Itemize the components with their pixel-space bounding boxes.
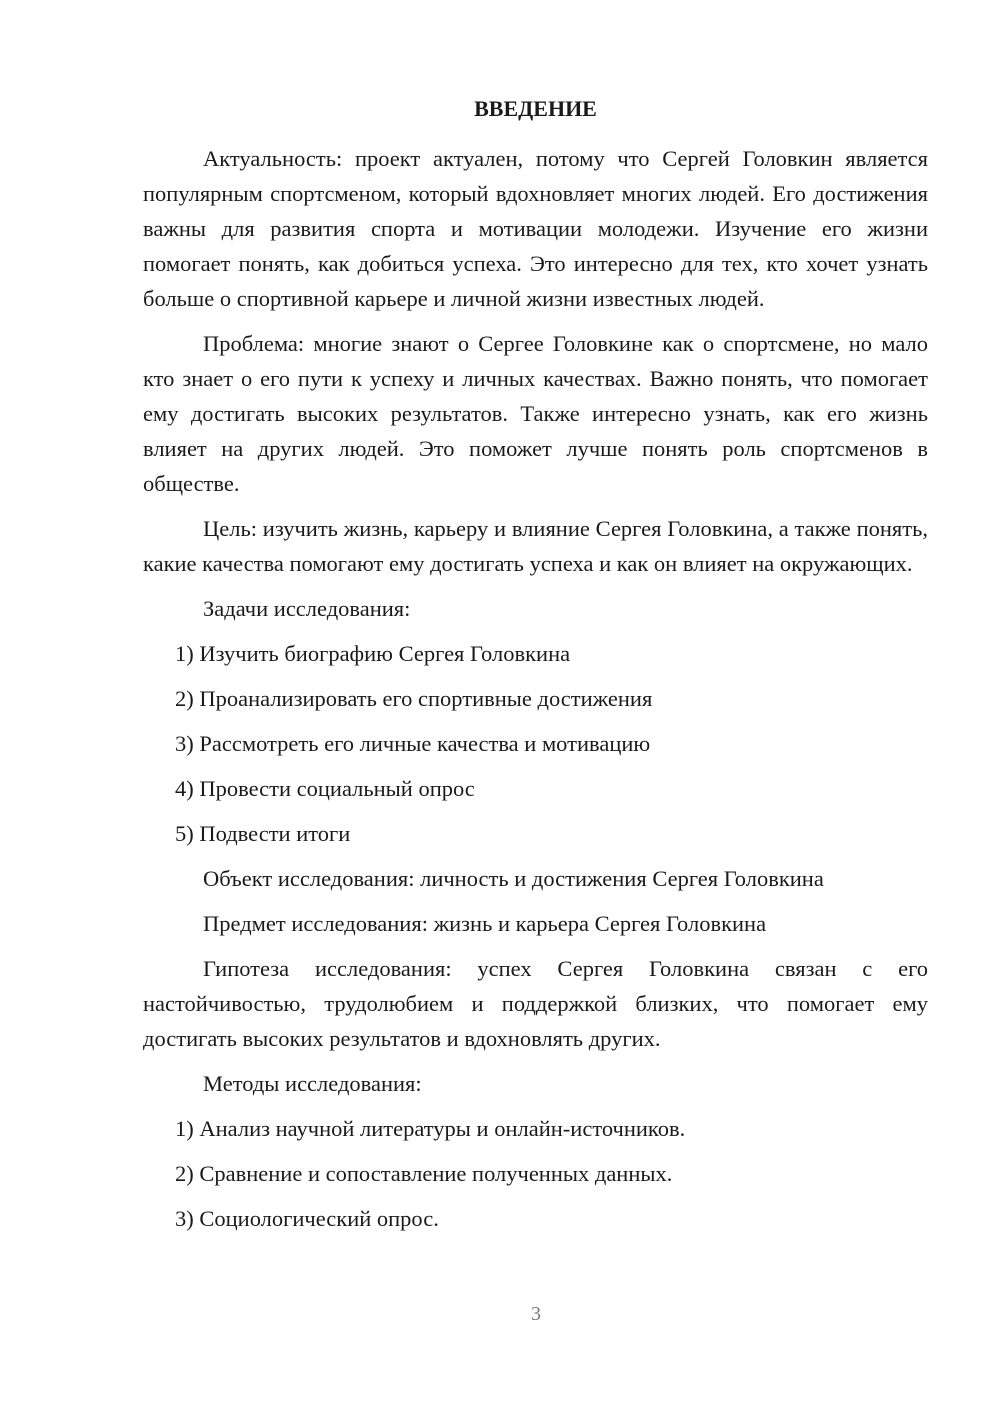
tasks-heading: Задачи исследования: xyxy=(203,596,411,621)
tasks-list xyxy=(143,636,928,851)
document-body xyxy=(143,93,928,1246)
list-item: 4) Провести социальный опрос xyxy=(175,776,475,801)
list-item: 3) Рассмотреть его личные качества и мотивацию xyxy=(175,731,651,756)
relevance-paragraph: Актуальность: проект актуален, потому что Сергей Головкин является популярным спортсменом, который вдохновляет многих людей. Его достижения важны для развития спорта и мотивации молодежи. Изучение его жизни помогает понять, как добиться успеха. Это интересно для тех, кто хочет узнать больше о спортивной карьере и личной жизни известных людей. xyxy=(143,146,928,311)
problem-paragraph: Проблема: многие знают о Сергее Головкине как о спортсмене, но мало кто знает о его пути к успеху и личных качествах. Важно понять, что помогает ему достигать высоких результатов. Также интересно узнать, как его жизнь влияет на других людей. Это поможет лучше понять роль спортсменов в обществе. xyxy=(143,331,928,496)
list-item: 1) Изучить биографию Сергея Головкина xyxy=(175,641,571,666)
list-item: 3) Социологический опрос. xyxy=(175,1206,439,1231)
goal-paragraph: Цель: изучить жизнь, карьеру и влияние Сергея Головкина, а также понять, какие качества помогают ему достигать успеха и как он влияет на окружающих. xyxy=(143,516,928,576)
object-paragraph: Объект исследования: личность и достижения Сергея Головкина xyxy=(203,866,824,891)
methods-list xyxy=(143,1111,928,1236)
list-item: 2) Сравнение и сопоставление полученных данных. xyxy=(175,1161,673,1186)
list-item: 5) Подвести итоги xyxy=(175,821,351,846)
page-number: 3 xyxy=(531,1303,541,1325)
section-title: ВВЕДЕНИЕ xyxy=(474,96,597,121)
list-item: 1) Анализ научной литературы и онлайн-источников. xyxy=(175,1116,686,1141)
hypothesis-paragraph: Гипотеза исследования: успех Сергея Головкина связан с его настойчивостью, трудолюбием и поддержкой близких, что помогает ему достигать высоких результатов и вдохновлять других. xyxy=(143,956,928,1051)
list-item: 2) Проанализировать его спортивные достижения xyxy=(175,686,653,711)
methods-heading: Методы исследования: xyxy=(203,1071,422,1096)
subject-paragraph: Предмет исследования: жизнь и карьера Сергея Головкина xyxy=(203,911,767,936)
